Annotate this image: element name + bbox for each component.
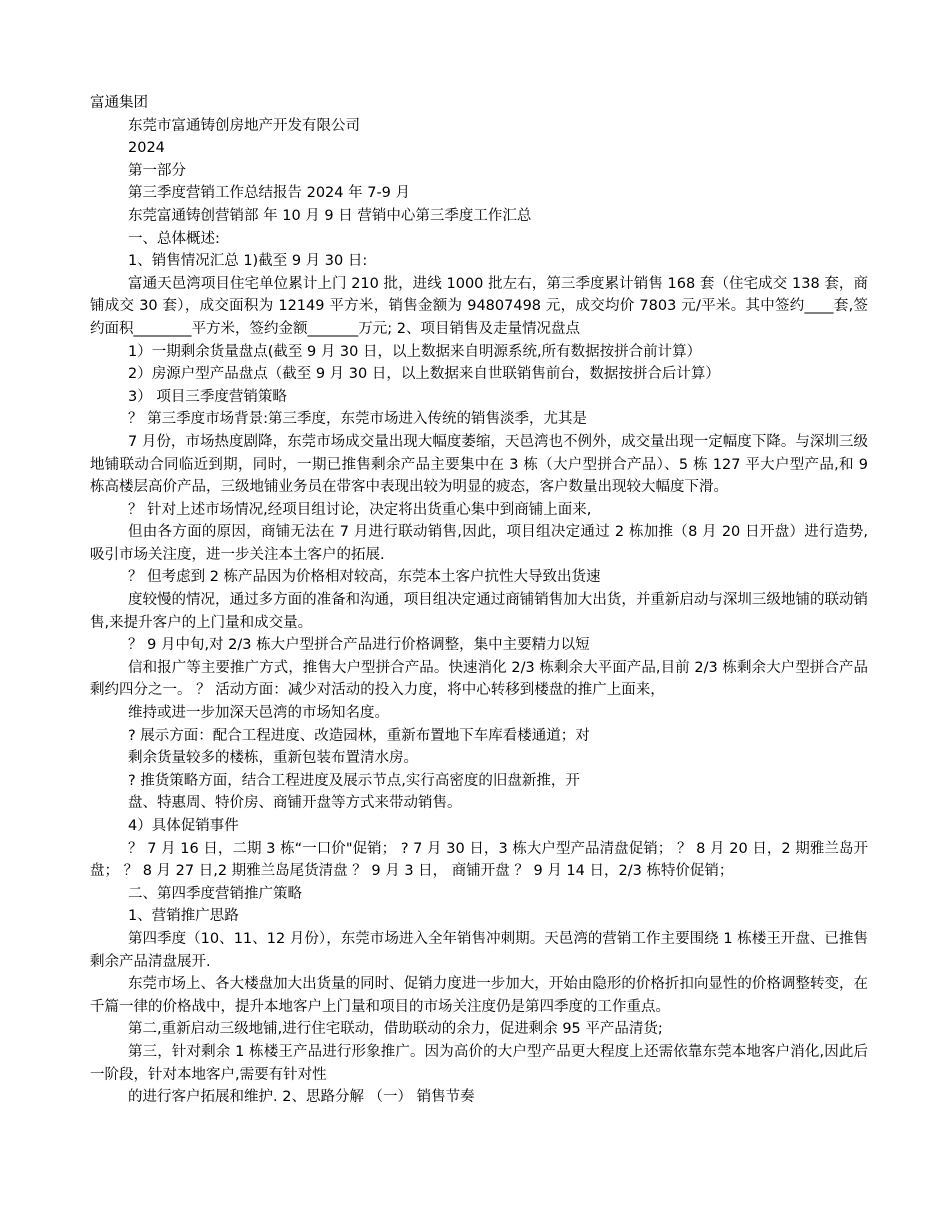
paragraph-third-point: 第三，针对剩余 1 栋楼王产品进行形象推广。因为高价的大户型产品更大程度上还需依靠东莞本地客户消化,因此后一阶段，针对本地客户,需要有针对性 [90, 1043, 868, 1083]
paragraph-second-point: 第二,重新启动三级地铺,进行住宅联动，借助联动的余力，促进剩余 95 平产品清货; [128, 1021, 663, 1038]
paragraph-market-competition: 东莞市场上、各大楼盘加大出货量的同时、促销力度进一步加大，开始由隐形的价格折扣向显性的价格调整转变，在千篇一律的价格战中，提升本地客户上门量和项目的市场关注度仍是第四季度的工作重点。 [90, 976, 868, 1015]
bullet-building-2: ？ 但考虑到 2 栋产品因为价格相对较高，东莞本土客户抗性大导致出货速 [128, 569, 601, 586]
report-title: 第三季度营销工作总结报告 2024 年 7-9 月 [128, 185, 411, 202]
paragraph-shop-focus: 但由各方面的原因，商铺无法在 7 月进行联动销售,因此，项目组决定通过 2 栋加推（8 月 20 日开盘）进行造势,吸引市场关注度，进一步关注本土客户的拓展. [90, 524, 868, 563]
bullet-display: ? 展示方面：配合工程进度、改造园林，重新布置地下车库看楼通道；对 [128, 727, 590, 744]
report-year: 2024 [128, 140, 165, 157]
section-heading-q4: 二、第四季度营销推广策略 [128, 885, 302, 902]
line-display-cont: 剩余货量较多的楼栋，重新包装布置清水房。 [128, 750, 418, 767]
list-item-promotions: 4）具体促销事件 [128, 818, 239, 834]
paragraph-price-adjustment: 信和报广等主要推广方式，推售大户型拼合产品。快速消化 2/3 栋剩余大平面产品,目前 2/3 栋剩余大户型拼合产品剩约四分之一。 ？ 活动方面：减少对活动的投入力度，将中心转移到楼盘的推广上面来， [90, 659, 868, 699]
subsection-sales-summary: 1、销售情况汇总 1)截至 9 月 30 日: [128, 253, 368, 270]
line-market-awareness: 维持或进一步加深天邑湾的市场知名度。 [128, 705, 389, 722]
bullet-price-adjustment: ？ 9 月中旬,对 2/3 栋大户型拼合产品进行价格调整，集中主要精力以短 [128, 637, 590, 654]
report-byline: 东莞富通铸创营销部 年 10 月 9 日 营销中心第三季度工作汇总 [128, 207, 532, 224]
bullet-market-background: ？ 第三季度市场背景:第三季度，东莞市场进入传统的销售淡季，尤其是 [128, 411, 587, 428]
paragraph-promotion-events: ？ 7 月 16 日，二期 3 栋“一口价"促销； ? 7 月 30 日，3 栋大户型产品清盘促销； ？ 8 月 20 日，2 期雅兰岛开盘； ？ 8 月 27 日,2 期雅兰岛尾货清盘 ？ 9 月 3 日， 商铺开盘 ？ 9 月 14 日，2/3 栋特价促销； [90, 840, 868, 880]
part-heading: 第一部分 [128, 162, 186, 179]
company-name: 东莞市富通铸创房地产开发有限公司 [128, 117, 360, 134]
line-breakdown: 的进行客户拓展和维护. 2、思路分解 （一） 销售节奏 [128, 1089, 475, 1106]
section-heading-overview: 一、总体概述: [128, 230, 220, 247]
paragraph-q4-intro: 第四季度（10、11、12 月份），东莞市场进入全年销售冲刺期。天邑湾的营销工作主要围绕 1 栋楼王开盘、已推售剩余产品清盘展开. [90, 930, 868, 970]
list-item-inventory: 1）一期剩余货量盘点(截至 9 月 30 日，以上数据来自明源系统,所有数据按拼合前计算） [128, 343, 702, 360]
subsection-marketing-approach: 1、营销推广思路 [128, 908, 239, 925]
line-release-cont: 盘、特惠周、特价房、商铺开盘等方式来带动销售。 [128, 795, 462, 812]
paragraph-market-background: 7 月份，市场热度剧降，东莞市场成交量出现大幅度萎缩，天邑湾也不例外，成交量出现一定幅度下降。与深圳三级地铺联动合同临近到期，同时，一期已推售剩余产品主要集中在 3 栋（大户型拼合产品）、5 栋 127 平大户型产品,和 9 栋高楼层高价产品，三级地铺业务员在带客中表现出较为明显的疲态，客户数量出现较大幅度下滑。 [90, 433, 868, 496]
paragraph-sales-figures: 富通天邑湾项目住宅单位累计上门 210 批，进线 1000 批左右，第三季度累计销售 168 套（住宅成交 138 套，商铺成交 30 套），成交面积为 12149 平方米，销售金额为 94807498 元，成交均价 7803 元/平米。其中签约____套,签约面积________平方米，签约金额_______万元; 2、项目销售及走量情况盘点 [90, 275, 868, 337]
group-name: 富通集团 [90, 95, 148, 111]
bullet-release-strategy: ? 推货策略方面，结合工程进度及展示节点,实行高密度的旧盘新推，开 [128, 772, 580, 789]
document-body [90, 92, 868, 1109]
paragraph-building-2: 度较慢的情况，通过多方面的准备和沟通，项目组决定通过商铺销售加大出货，并重新启动与深圳三级地铺的联动销售,来提升客户的上门量和成交量。 [90, 592, 868, 631]
list-item-unit-types: 2）房源户型产品盘点（截至 9 月 30 日，以上数据来自世联销售前台，数据按拼合后计算） [128, 366, 720, 383]
bullet-shop-focus: ？ 针对上述市场情况,经项目组讨论，决定将出货重心集中到商铺上面来, [128, 501, 592, 518]
list-item-strategy: 3） 项目三季度营销策略 [128, 388, 287, 405]
